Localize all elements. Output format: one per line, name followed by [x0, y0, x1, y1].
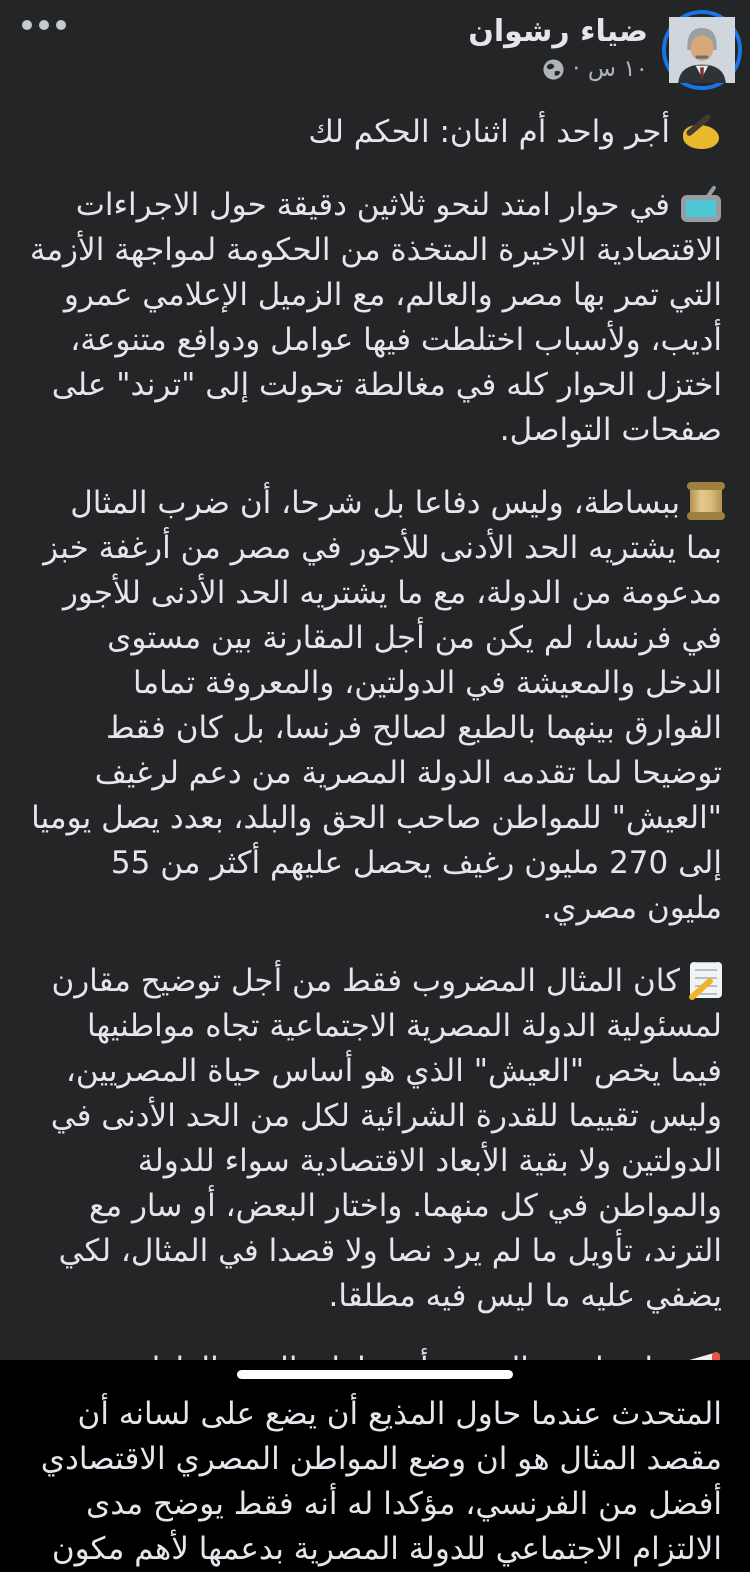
post-paragraph [28, 183, 722, 453]
writing-hand-icon [680, 115, 722, 149]
ios-bottom-bar [0, 1360, 750, 1388]
scroll-icon [690, 484, 722, 520]
memo-pencil-icon [690, 962, 722, 998]
globe-icon [542, 58, 565, 81]
paragraph-text: كان المثال المضروب فقط من أجل توضيح مقارن لمسئولية الدولة المصرية الاجتماعية تجاه مواطنيها فيما يخص "العيش" الذي هو أساس حياة المصريين، وليس تقييما للقدرة الشرائية لكل من الحد الأدنى في الدولتين ولا بقية الأبعاد الاقتصادية سواء للدولة والمواطن في كل منهما. واختار البعض، أو سار مع الترند، تأويل ما لم يرد نصا ولا قصدا في المثال، لكي يضفي عليه ما ليس فيه مطلقا. [50, 963, 722, 1314]
author-name[interactable]: ضياء رشوان [468, 14, 648, 49]
profile-photo-person [669, 17, 735, 83]
paragraph-text: المتحدث عندما حاول المذيع أن يضع على لسانه أن مقصد المثال هو ان وضع المواطن المصري الاقتصادي أفضل من الفرنسي، مؤكدا له أنه فقط يوضح مدى الالتزام الاجتماعي للدولة المصرية بدعمها لأهم مكون [40, 1396, 722, 1567]
post-paragraph [28, 959, 722, 1319]
ellipsis-icon [56, 20, 66, 30]
avatar[interactable] [662, 10, 742, 90]
paragraph-text: ببساطة، وليس دفاعا بل شرحا، أن ضرب المثال بما يشتريه الحد الأدنى للأجور في مصر من أرغفة خبز مدعومة من الدولة، مع ما يشتريه الحد الأدنى للأجور في فرنسا، لم يكن من أجل المقارنة بين مستوى الدخل والمعيشة في الدولتين، والمعروفة تماما الفوارق بينهما بالطبع لصالح فرنسا، بل كان فقط توضيحا لما تقدمه الدولة المصرية من دعم لرغيف "العيش" للمواطن صاحب الحق والبلد، بعدد يصل يوميا إلى 270 مليون رغيف يحصل عليهم أكثر من 55 مليون مصري. [31, 485, 722, 926]
post-title: أجر واحد أم اثنان: الحكم لك [308, 114, 670, 150]
paragraph-text: في حوار امتد لنحو ثلاثين دقيقة حول الاجراءات الاقتصادية الاخيرة المتخذة من الحكومة لمواجهة الأزمة التي تمر بها مصر والعالم، مع الزميل الإعلامي عمرو أديب، ولأسباب اختلطت فيها عوامل ودوافع متنوعة، اختزل الحوار كله في مغالطة تحولت إلى "ترند" على صفحات التواصل. [29, 187, 722, 448]
post-paragraph [28, 481, 722, 931]
home-indicator[interactable] [237, 1370, 513, 1379]
tv-icon [680, 188, 722, 222]
meta-separator: · [572, 56, 580, 82]
header-text [468, 14, 648, 82]
post-meta [468, 56, 648, 82]
avatar-photo [669, 17, 735, 83]
more-options-button[interactable] [18, 16, 70, 34]
timestamp: ١٠ س [587, 56, 648, 82]
post-title-line [28, 110, 722, 155]
post-content [0, 100, 750, 1572]
post-header [0, 0, 750, 100]
